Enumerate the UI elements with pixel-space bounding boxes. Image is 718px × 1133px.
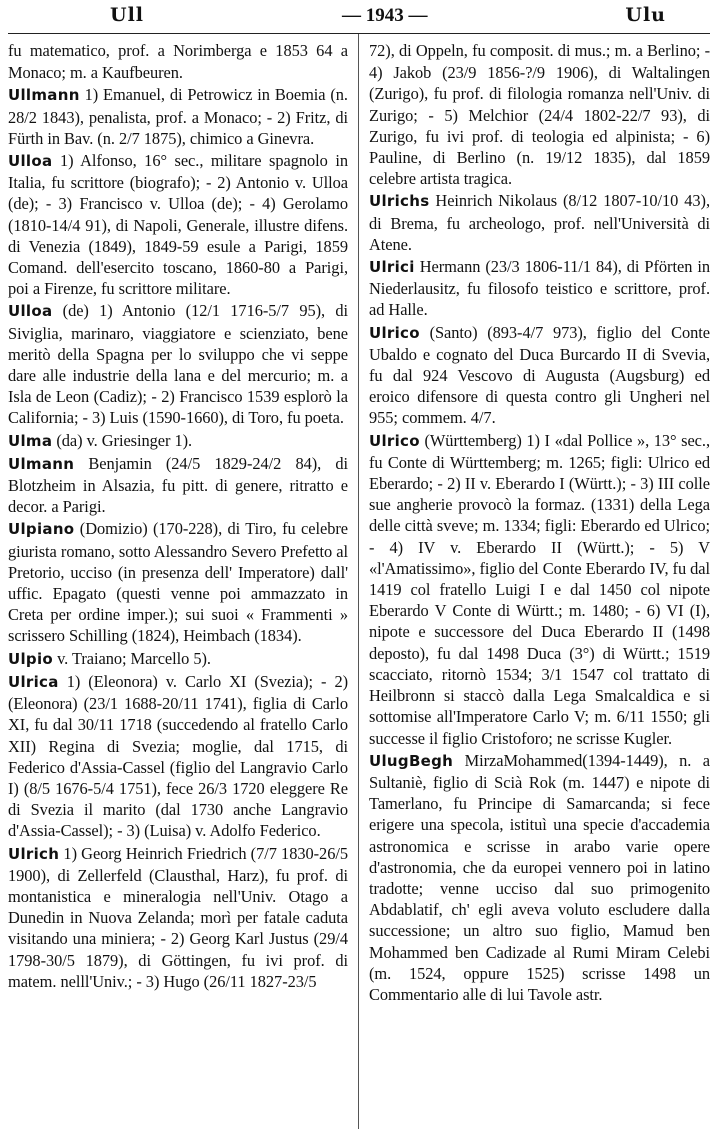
- entry: [8, 518, 348, 646]
- entry: [369, 256, 710, 321]
- entry-headword: Ulrica: [8, 672, 59, 691]
- entry-headword: Ulrichs: [369, 192, 430, 211]
- entry-text: (Domizio) (170-228), di Tiro, fu celebre giurista romano, sotto Alessandro Severo Prefetto al Pretorio, ucciso (in presenza dell' Imperatore) dall' uffic. Epagato (questi venne poi ammazzato in Creta per ordine imper.); sui suoi « Frammenti » scrissero Schilling (1824), Heimbach (1834).: [8, 519, 348, 646]
- entry-headword: Ullmann: [8, 86, 80, 105]
- entry-headword: Ulrich: [8, 844, 60, 863]
- header-right-guideword: Ulu: [625, 4, 666, 26]
- entry-text: (de) 1) Antonio (12/1 1716-5/7 95), di Siviglia, marinaro, viaggiatore e scienziato, bene meritò della Spagna per lo sviluppo che vi seppe dare alle industrie della lana e del mercurio; m. a Isla de Leon (Cadiz); - 2) Francisco 1539 esplorò la California; - 3) Luis (1590-1660), di Toro, fu poeta.: [8, 301, 348, 428]
- entry: [8, 430, 348, 452]
- entry-text: (Württemberg) 1) I «dal Pollice », 13° sec., fu Conte di Württemberg; m. 1265; figli: Ulrico ed Eberardo; - 2) II v. Eberardo I (Württ.); - 3) III colle sue angherie provocò la formaz. (1331) della Lega delle città sveve; m. 1334; figli: Eberardo ed Ulrico; - 4) IV v. Eberardo II (Württ.); - 5) V «l'Amatissimo», figlio del Conte Eberardo IV, fu dal 1419 col fratello Luigi I e dal 1450 col nipote Eberardo V Conte di Württ.; m. 1480; - 6) VI (I), nipote e successore del Duca Eberardo II (1498 deposto), fu dal 1498 Duca (3°) di Württ.; 1519 scacciato, ritornò 1534; 3/1 1547 col trattato di Heilbronn si staccò dalla Lega Smalcaldica e si sottomise all'Imperatore Carlo V; m. 6/11 1550; gli successe il figlio Cristoforo; ne scrisse Kugler.: [369, 430, 710, 748]
- left-column: [8, 34, 359, 1129]
- entry-text: v. Traiano; Marcello 5).: [57, 648, 211, 668]
- entry-headword: Ulrico: [369, 323, 420, 342]
- entry-headword: Ulpio: [8, 649, 54, 668]
- entry: [369, 430, 710, 749]
- entry: [369, 750, 710, 1005]
- entry-text: Hermann (23/3 1806-11/1 84), di Pförten in Niederlausitz, fu filosofo teistico e scrittore, prof. ad Halle.: [369, 257, 710, 320]
- entry: [369, 322, 710, 429]
- right-column: [359, 34, 710, 1129]
- entry-text: 1) Alfonso, 16° sec., militare spagnolo in Italia, fu scrittore (biografo); - 2) Antonio v. Ulloa (de); - 3) Francisco v. Ulloa (de); - 4) Gerolamo (1810-14/4 91), di Napoli, Generale, illustre difens. di Venezia (1849), 1849-59 esule a Parigi, 1859 Comand. dell'esercito toscano, 1860-80 a Parigi, poi a Firenze, fu scrittore militare.: [8, 151, 348, 299]
- page-header: [8, 4, 710, 34]
- entry-headword: Ulloa: [8, 152, 53, 171]
- entry-text: fu matematico, prof. a Norimberga e 1853 64 a Monaco; m. a Kaufbeuren.: [8, 41, 348, 83]
- entry: [8, 300, 348, 428]
- entry-headword: Ulma: [8, 431, 53, 450]
- entry: [369, 40, 710, 189]
- entry: [8, 40, 348, 83]
- text-columns: [8, 34, 710, 1129]
- entry-text: Heinrich Nikolaus (8/12 1807-10/10 43), di Brema, fu archeologo, prof. nell'Università di Atene.: [369, 191, 710, 254]
- entry-text: 1) (Eleonora) v. Carlo XI (Svezia); - 2) (Eleonora) (23/1 1688-20/11 1741), figlia di Carlo XI, fu dal 30/11 1718 (succedendo al fratello Carlo XII) Regina di Svezia; moglie, dal 1715, di Federico d'Assia-Cassel (figlio del Langravio Carlo I) (8/5 1676-5/4 1751), fece 26/3 1720 eleggere Re di Svezia il marito (dal 1730 anche Langravio d'Assia-Cassel); - 3) (Luisa) v. Adolfo Federico.: [8, 671, 348, 841]
- entry-headword: Ulrici: [369, 258, 415, 277]
- entry-text: 1) Georg Heinrich Friedrich (7/7 1830-26/5 1900), di Zellerfeld (Clausthal, Harz), fu prof. di montanistica e mineralogia nell'Univ. Otago a Dunedin in Nuova Zelanda; morì per fatale caduta visitando una miniera; - 2) Georg Karl Justus (29/4 1798-30/5 1879), di Göttingen, fu ivi prof. di matem. nelll'Univ.; - 3) Hugo (26/11 1827-23/5: [8, 843, 348, 991]
- entry: [8, 671, 348, 842]
- entry-text: 1) Emanuel, di Petrowicz in Boemia (n. 28/2 1843), penalista, prof. a Monaco; - 2) Fritz, di Fürth in Bav. (n. 2/7 1875), chimico a Ginevra.: [8, 85, 348, 148]
- entry-headword: Ulpiano: [8, 520, 75, 539]
- entry-text: 72), di Oppeln, fu composit. di mus.; m. a Berlino; - 4) Jakob (23/9 1856-?/9 1906), di Waltalingen (Zurigo), fu prof. di filologia romanza nell'Univ. di Zurigo; - 5) Melchior (24/4 1802-22/7 93), di Zurigo, fu ivi prof. di teologia ed alpinista; - 6) Pauline, di Berlino (n. 19/12 1835), dal 1859 celebre artista tragica.: [369, 41, 710, 189]
- entry-text: (da) v. Griesinger 1).: [56, 430, 193, 450]
- entry: [8, 453, 348, 518]
- header-left-guideword: Ull: [110, 4, 145, 26]
- entry: [8, 843, 348, 992]
- page-number: — 1943 —: [341, 5, 428, 26]
- entry: [8, 648, 348, 670]
- entry-headword: Ulrico: [369, 431, 420, 450]
- entry-headword: Ulloa: [8, 302, 53, 321]
- entry-headword: Ulmann: [8, 454, 75, 473]
- entry-text: MirzaMohammed(1394-1449), n. a Sultaniè, figlio di Scià Rok (m. 1447) e nipote di Tamerlano, fu Principe di Samarcanda; si fece erigere una specola, istituì una specie d'accademia astronomica e scrisse in arabo varie opere d'astronomia, che da europei vennero poi in latino tradotte; venne ucciso dal suo primogenito Abdablatif, ch' egli aveva voluto escludere dalla successione; un altro suo figlio, Mamud ben Mohammed ben Cadizade al Rumi Miram Celebi (m. 1524, oppure 1525) scrisse 1498 un Commentario alle di lui Tavole astr.: [369, 750, 710, 1004]
- entry-text: Benjamin (24/5 1829-24/2 84), di Blotzheim in Alsazia, fu pitt. di genere, ritratto e decor. a Parigi.: [8, 453, 348, 517]
- entry: [8, 84, 348, 149]
- entry: [369, 190, 710, 255]
- entry-text: (Santo) (893-4/7 973), figlio del Conte Ubaldo e cognato del Duca Burcardo II di Svevia, fu dal 924 Vescovo di Augusta (Augsburg) ed eroico difensore di questa contro gli Ungheri nel 955; commem. 4/7.: [369, 322, 710, 428]
- entry: [8, 150, 348, 299]
- entry-headword: UlugBegh: [369, 751, 454, 770]
